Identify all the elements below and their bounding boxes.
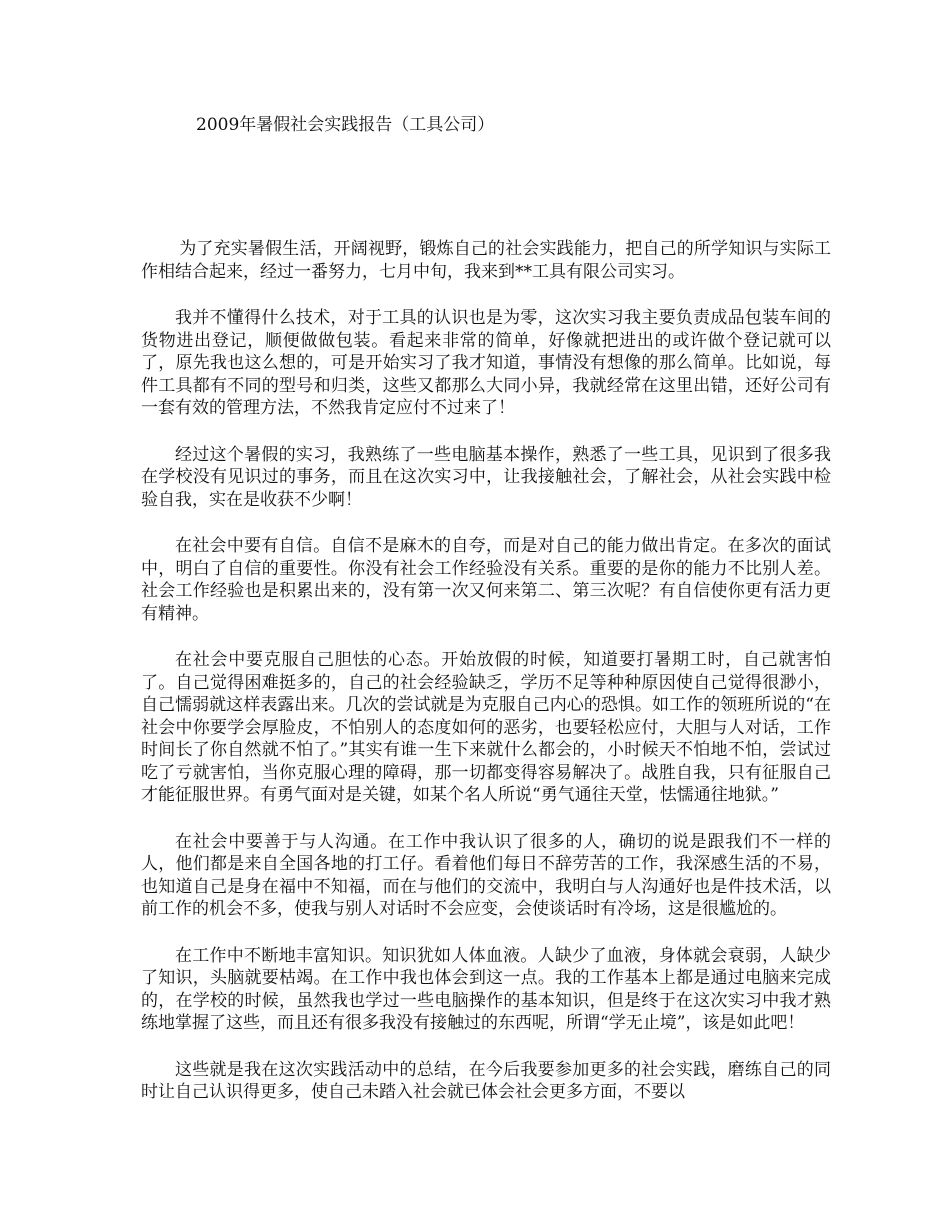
paragraph-4: 在社会中要有自信。自信不是麻木的自夸，而是对自己的能力做出肯定。在多次的面试中，明白了自信的重要性。你没有社会工作经验没有关系。重要的是你的能力不比别人差。社会工作经验也是积累出来的，没有第一次又何来第二、第三次呢？有自信使你更有活力更有精神。: [141, 536, 831, 624]
document-title: 2009年暑假社会实践报告（工具公司）: [196, 115, 495, 135]
paragraph-5: 在社会中要克服自己胆怯的心态。开始放假的时候，知道要打暑期工时，自己就害怕了。自己觉得困难挺多的，自己的社会经验缺乏，学历不足等种种原因使自己觉得很渺小，自己懦弱就这样表露出来。几次的尝试就是为克服自己内心的恐惧。如工作的领班所说的“在社会中你要学会厚脸皮，不怕别人的态度如何的恶劣，也要轻松应付，大胆与人对话，工作时间长了你自然就不怕了。”其实有谁一生下来就什么都会的，小时候天不怕地不怕，尝试过吃了亏就害怕，当你克服心理的障碍，那一切都变得容易解决了。战胜自我，只有征服自己才能征服世界。有勇气面对是关键，如某个名人所说“勇气通往天堂，怯懦通往地狱。”: [141, 650, 831, 805]
document-body: [141, 238, 831, 1128]
paragraph-3: 经过这个暑假的实习，我熟练了一些电脑基本操作，熟悉了一些工具，见识到了很多我在学校没有见识过的事务，而且在这次实习中，让我接触社会，了解社会，从社会实践中检验自我，实在是收获不少啊！: [141, 444, 831, 510]
paragraph-7: 在工作中不断地丰富知识。知识犹如人体血液。人缺少了血液，身体就会衰弱，人缺少了知识，头脑就要枯竭。在工作中我也体会到这一点。我的工作基本上都是通过电脑来完成的，在学校的时候，虽然我也学过一些电脑操作的基本知识，但是终于在这次实习中我才熟练地掌握了这些，而且还有很多我没有接触过的东西呢，所谓“学无止境”，该是如此吧！: [141, 945, 831, 1033]
paragraph-1: 为了充实暑假生活，开阔视野，锻炼自己的社会实践能力，把自己的所学知识与实际工作相结合起来，经过一番努力，七月中旬，我来到**工具有限公司实习。: [141, 239, 831, 282]
paragraph-6: 在社会中要善于与人沟通。在工作中我认识了很多的人，确切的说是跟我们不一样的人，他们都是来自全国各地的打工仔。看着他们每日不辞劳苦的工作，我深感生活的不易，也知道自己是身在福中不知福，而在与他们的交流中，我明白与人沟通好也是件技术活，以前工作的机会不多，使我与别人对话时不会应变，会使谈话时有冷场，这是很尴尬的。: [141, 831, 831, 919]
paragraph-2: 我并不懂得什么技术，对于工具的认识也是为零，这次实习我主要负责成品包装车间的货物进出登记，顺便做做包装。看起来非常的简单，好像就把进出的或许做个登记就可以了，原先我也这么想的，可是开始实习了我才知道，事情没有想像的那么简单。比如说，每件工具都有不同的型号和归类，这些又都那么大同小异，我就经常在这里出错，还好公司有一套有效的管理方法，不然我肯定应付不过来了！: [141, 308, 831, 418]
paragraph-8: 这些就是我在这次实践活动中的总结，在今后我要参加更多的社会实践，磨练自己的同时让自己认识得更多，使自己未踏入社会就已体会社会更多方面，不要以: [141, 1059, 831, 1102]
